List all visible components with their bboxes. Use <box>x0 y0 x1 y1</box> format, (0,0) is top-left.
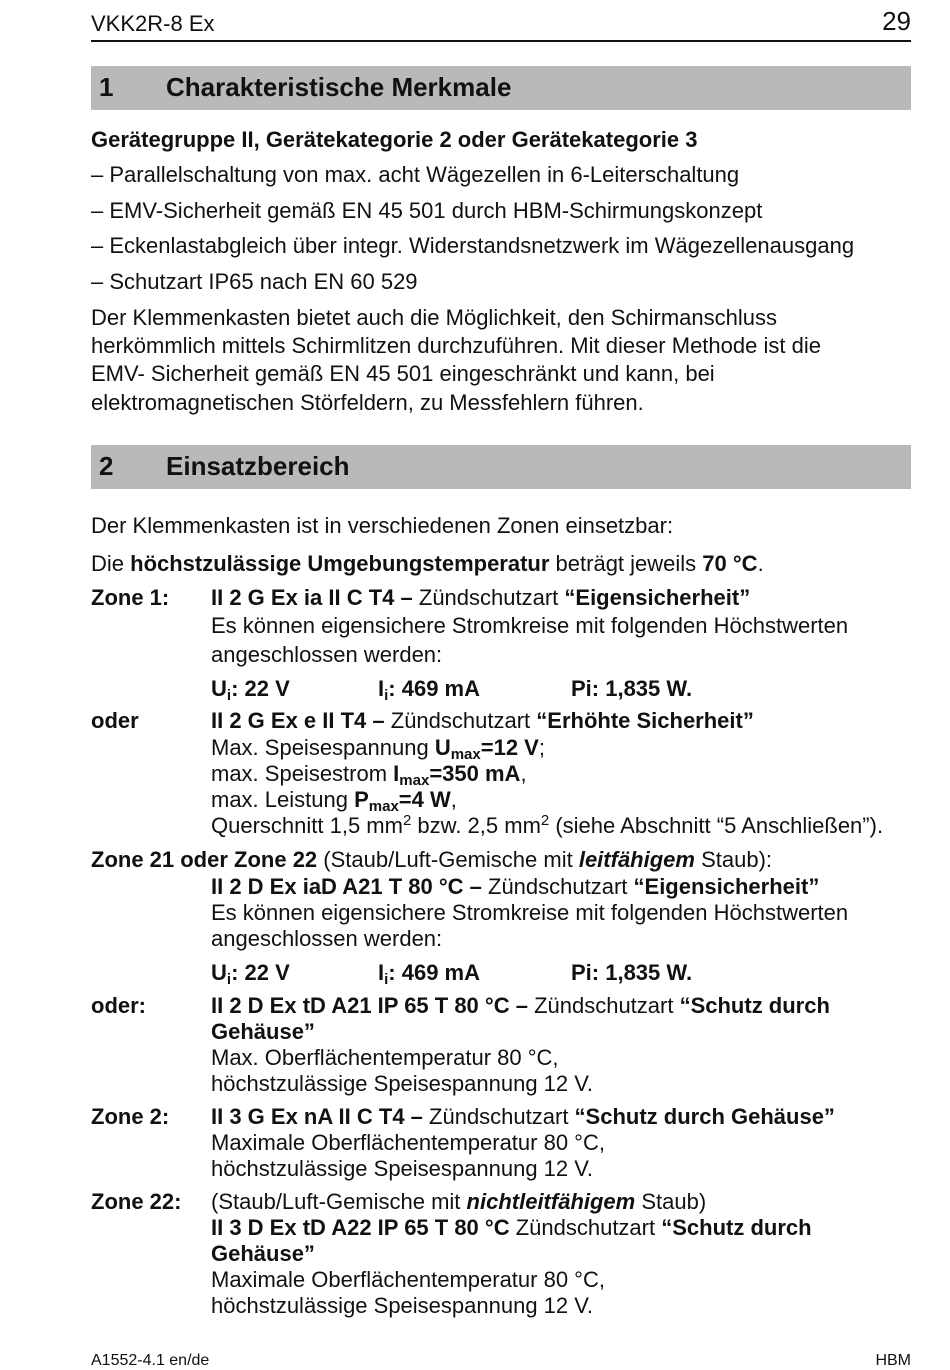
bullet-item: – Eckenlastabgleich über integr. Widerstandsnetzwerk im Wägezellenausgang <box>91 233 855 258</box>
zone-marking: II 3 D Ex tD A22 IP 65 T 80 °C Zündschutzart “Schutz durch <box>211 1215 812 1240</box>
section-title: Einsatzbereich <box>166 451 350 481</box>
section-title: Charakteristische Merkmale <box>166 72 512 102</box>
zone-text: angeschlossen werden: <box>211 642 443 667</box>
zone-text: Es können eigensichere Stromkreise mit folgenden Höchstwerten <box>211 613 849 638</box>
section-heading-2 <box>91 445 911 489</box>
zone-marking: II 3 G Ex nA II C T4 – Zündschutzart “Schutz durch Gehäuse” <box>211 1104 835 1129</box>
zone-text: Max. Oberflächentemperatur 80 °C, <box>211 1045 559 1070</box>
zone-text: Querschnitt 1,5 $mm^2$ bzw. 2,5 $mm^2$ (siehe Abschnitt “5 Anschließen”). <box>211 812 884 838</box>
zone-label: Zone 1: <box>91 585 170 610</box>
zone-heading: Zone 21 oder Zone 22 (Staub/Luft-Gemische mit leitfähigem Staub): <box>91 847 773 872</box>
zone-label: oder: <box>91 993 146 1018</box>
bullet-item: – EMV-Sicherheit gemäß EN 45 501 durch HBM-Schirmungskonzept <box>91 198 763 223</box>
page-number: 29 <box>882 6 911 36</box>
zone-label: Zone 22: <box>91 1189 182 1214</box>
paragraph-line: Der Klemmenkasten bietet auch die Möglichkeit, den Schirmanschluss <box>91 305 777 330</box>
value-pi: Pi: 1,835 W. <box>571 676 693 701</box>
intro-text: Der Klemmenkasten ist in verschiedenen Zonen einsetzbar: <box>91 513 674 538</box>
bullet-item: – Parallelschaltung von max. acht Wägezellen in 6-Leiterschaltung <box>91 162 740 187</box>
zone-text: höchstzulässige Speisespannung 12 V. <box>211 1156 594 1181</box>
zone-label: oder <box>91 708 139 733</box>
section-number: 2 <box>99 451 114 481</box>
zone-text: max. Speisestrom $I_{max}=350$ mA, <box>211 761 527 789</box>
zone-text: Maximale Oberflächentemperatur 80 °C, <box>211 1130 605 1155</box>
document-id: VKK2R-8 Ex <box>91 11 215 36</box>
zone-text: (Staub/Luft-Gemische mit nichtleitfähigem Staub) <box>211 1189 707 1214</box>
zone-text: höchstzulässige Speisespannung 12 V. <box>211 1293 594 1318</box>
value-ui: $U_i$: 22 V <box>211 676 290 704</box>
zone-text: Maximale Oberflächentemperatur 80 °C, <box>211 1267 605 1292</box>
zone-marking: II 2 D Ex tD A21 IP 65 T 80 °C – Zündschutzart “Schutz durch <box>211 993 830 1018</box>
paragraph-line: elektromagnetischen Störfeldern, zu Messfehlern führen. <box>91 390 644 415</box>
temperature-line: Die höchstzulässige Umgebungstemperatur beträgt jeweils 70 °C. <box>91 551 764 576</box>
value-ui: $U_i$: 22 V <box>211 960 290 988</box>
page-header <box>91 8 911 42</box>
zone-text: Max. Speisespannung $U_{max}=12$ V; <box>211 735 545 763</box>
paragraph-line: herkömmlich mittels Schirmlitzen durchzuführen. Mit dieser Methode ist die <box>91 333 821 358</box>
footer-doc-id: A1552-4.1 en/de <box>91 1352 210 1369</box>
value-ii: $I_i$: 469 mA <box>378 676 481 704</box>
paragraph-line: EMV- Sicherheit gemäß EN 45 501 eingeschränkt und kann, bei <box>91 361 715 386</box>
bullet-item: – Schutzart IP65 nach EN 60 529 <box>91 269 418 294</box>
value-pi: Pi: 1,835 W. <box>571 960 693 985</box>
zone-text: angeschlossen werden: <box>211 926 443 951</box>
subtitle: Gerätegruppe II, Gerätekategorie 2 oder Gerätekategorie 3 <box>91 127 698 152</box>
zone-marking-cont: Gehäuse” <box>211 1019 315 1044</box>
zone-marking: II 2 D Ex iaD A21 T 80 °C – Zündschutzart “Eigensicherheit” <box>211 874 820 899</box>
value-ii: $I_i$: 469 mA <box>378 960 481 988</box>
footer-brand: HBM <box>875 1352 911 1369</box>
zone-marking: II 2 G Ex ia II C T4 – Zündschutzart “Eigensicherheit” <box>211 585 751 610</box>
section-heading-1 <box>91 66 911 110</box>
zone-text: Es können eigensichere Stromkreise mit folgenden Höchstwerten <box>211 900 849 925</box>
zone-label: Zone 2: <box>91 1104 170 1129</box>
section-number: 1 <box>99 72 114 102</box>
zone-marking: II 2 G Ex e II T4 – Zündschutzart “Erhöhte Sicherheit” <box>211 708 754 733</box>
zone-text: höchstzulässige Speisespannung 12 V. <box>211 1071 594 1096</box>
zone-text: max. Leistung $P_{max}=4$ W, <box>211 787 457 815</box>
zone-marking-cont: Gehäuse” <box>211 1241 315 1266</box>
